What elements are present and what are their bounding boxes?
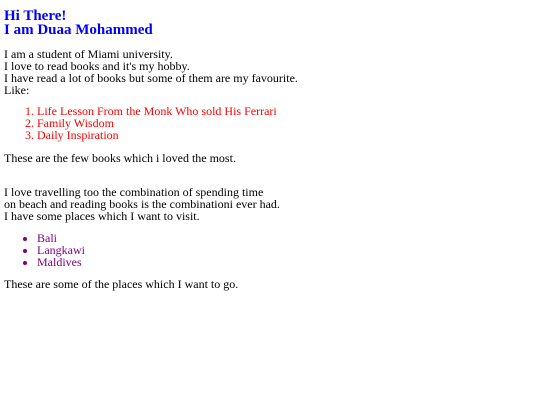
intro-line: I have read a lot of books but some of them are my favourite.: [4, 71, 298, 85]
places-note-text: These are some of the places which I want to go.: [4, 277, 239, 291]
travel-line: I have some places which I want to visit.: [4, 209, 200, 223]
intro-line: Like:: [4, 83, 30, 97]
list-item: 3. Daily Inspiration: [37, 129, 277, 141]
books-note-text: These are the few books which i loved the most.: [4, 151, 236, 165]
intro-line: I love to read books and it's my hobby.: [4, 59, 190, 73]
places-note: [4, 278, 238, 290]
list-item: • Bali: [37, 232, 85, 244]
list-item: • Langkawi: [37, 244, 85, 256]
list-item: • Maldives: [37, 256, 85, 268]
places-list: [0, 232, 85, 268]
travel-line: on beach and reading books is the combinationi ever had.: [4, 197, 280, 211]
intro-line: I am a student of Miami university.: [4, 47, 173, 61]
heading-name: I am Duaa Mohammed: [4, 22, 153, 38]
travel-paragraph: [4, 186, 280, 222]
favourite-books-list: [0, 105, 277, 141]
travel-line: I love travelling too the combination of spending time: [4, 185, 264, 199]
intro-paragraph: [4, 48, 298, 96]
heading-greeting: Hi There!: [4, 8, 67, 24]
page-heading: [4, 9, 153, 37]
list-item: 2. Family Wisdom: [37, 117, 277, 129]
list-item: 1. Life Lesson From the Monk Who sold His Ferrari: [37, 105, 277, 117]
books-note: [4, 152, 236, 164]
